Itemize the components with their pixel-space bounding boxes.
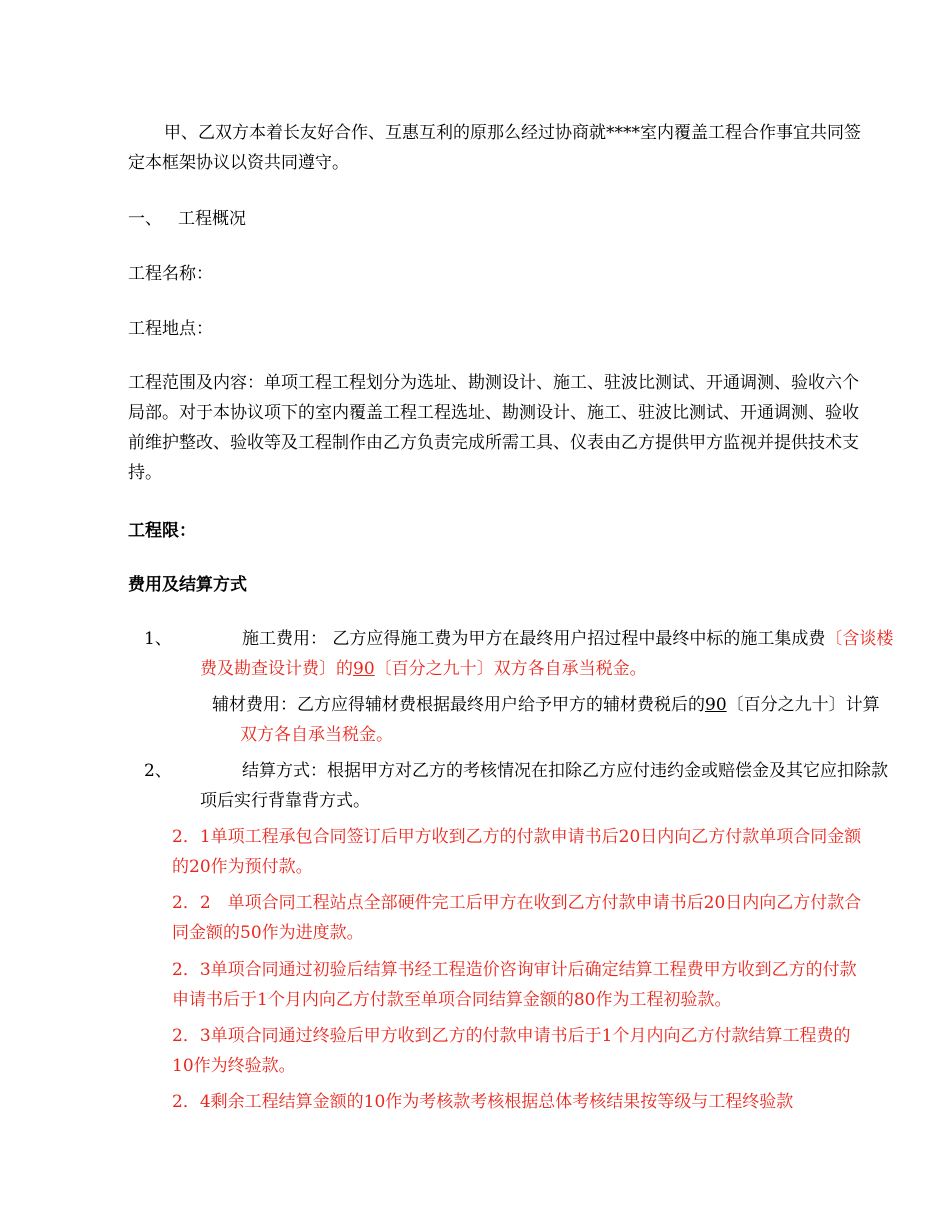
material-fee-tax-text: 双方各自承当税金。	[240, 725, 393, 745]
project-scope-paragraph: 工程范围及内容：单项工程工程划分为选址、勘测设计、施工、驻波比测试、开通调测、验收六个局部。对于本协议项下的室内覆盖工程工程选址、勘测设计、施工、驻波比测试、开通调测、验收前维护整改、验收等及工程制作由乙方负责完成所需工具、仪表由乙方提供甲方监视并提供技术支持。	[128, 373, 859, 483]
project-location-label: 工程地点：	[128, 319, 213, 339]
project-period-heading: 工程限：	[128, 521, 196, 541]
clause-2-3-initial: 2．3单项合同通过初验后结算书经工程造价咨询审计后确定结算工程费甲方收到乙方的付款申请书后于1个月内向乙方付款至单项合同结算金额的80作为工程初验款。	[172, 960, 857, 1010]
construction-fee-red-text: 〔含谈楼费及勘查设计费〕的	[200, 629, 894, 679]
material-fee-text-b: 〔百分之九十〕计算	[726, 695, 880, 715]
material-fee-text: 辅材费用：乙方应得辅材费根据最终用户给予甲方的辅材费税后的	[212, 695, 705, 715]
item-number: 2、	[144, 761, 172, 781]
intro-paragraph: 甲、乙双方本着长友好合作、互惠互利的原那么经过协商就****室内覆盖工程合作事宜共同签定本框架协议以资共同遵守。	[128, 123, 861, 173]
construction-fee-percent: 90	[353, 659, 375, 679]
material-fee-percent: 90	[705, 695, 727, 715]
item-settlement-method	[144, 756, 896, 816]
item-material-fee	[212, 690, 896, 750]
clause-2-1: 2．1单项工程承包合同签订后甲方收到乙方的付款申请书后20日内向乙方付款单项合同金额的20作为预付款。	[172, 827, 862, 877]
construction-fee-tax-text: 〔百分之九十〕双方各自承当税金。	[374, 659, 647, 679]
clause-2-4: 2．4剩余工程结算金额的10作为考核款考核根据总体考核结果按等级与工程终验款	[172, 1092, 794, 1112]
section-heading-overview	[128, 204, 246, 234]
section-number: 一、	[128, 209, 162, 229]
settlement-method-text: 结算方式：根据甲方对乙方的考核情况在扣除乙方应付违约金或赔偿金及其它应扣除款项后实行背靠背方式。	[200, 761, 888, 811]
section-title: 工程概况	[178, 209, 246, 229]
clause-2-2: 2．2 单项合同工程站点全部硬件完工后甲方在收到乙方付款申请书后20日内向乙方付款合同金额的50作为进度款。	[172, 893, 862, 943]
fees-settlement-heading: 费用及结算方式	[128, 575, 247, 595]
item-construction-fee	[144, 624, 896, 684]
construction-fee-text: 施工费用： 乙方应得施工费为甲方在最终用户招过程中最终中标的施工集成费	[242, 629, 826, 649]
project-name-label: 工程名称：	[128, 264, 213, 284]
clause-2-3-final: 2．3单项合同通过终验后甲方收到乙方的付款申请书后于1个月内向乙方付款结算工程费的10作为终验款。	[172, 1026, 851, 1076]
item-number: 1、	[144, 629, 172, 649]
